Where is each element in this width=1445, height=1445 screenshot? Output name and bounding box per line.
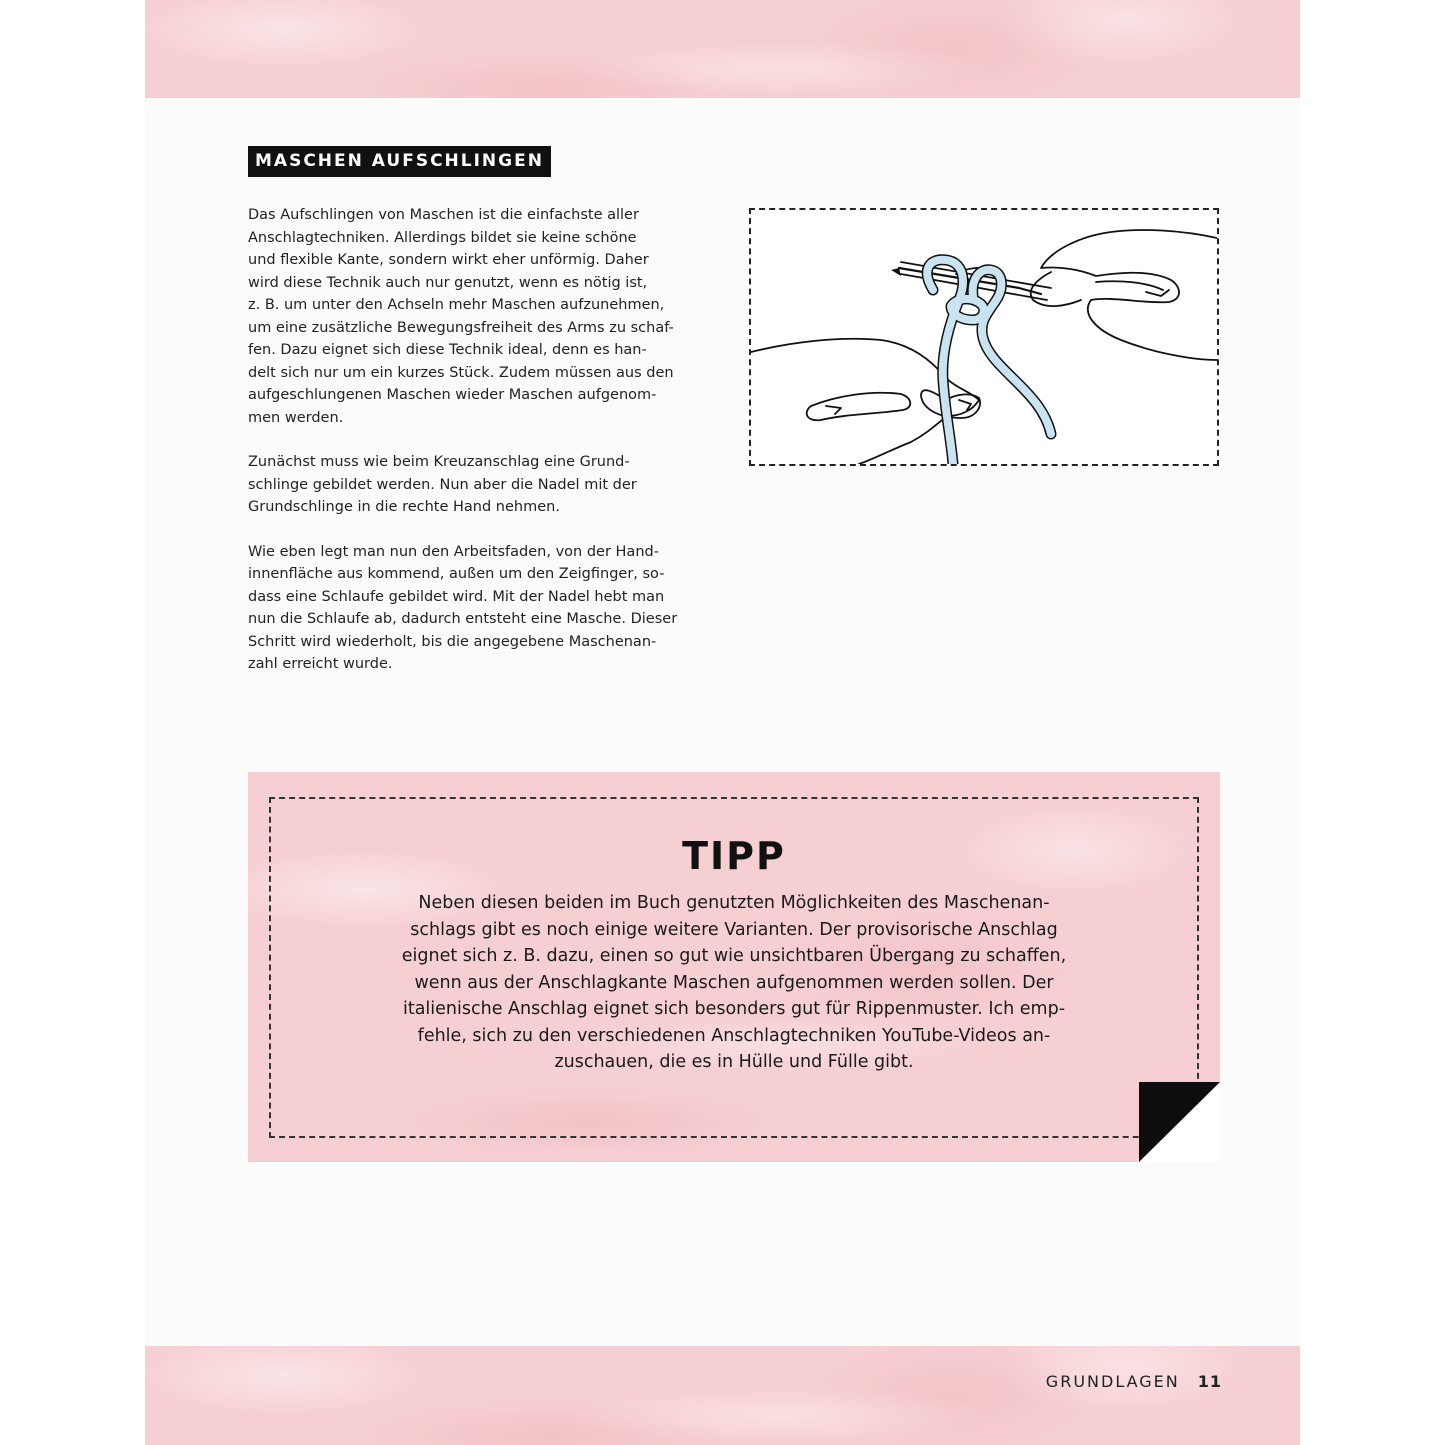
- paragraph-1: Das Aufschlingen von Maschen ist die einfachste aller Anschlagtechniken. Allerdings bildet sie keine schöne und flexible Kante, sondern wirkt eher unförmig. Daher wird diese Technik auch nur genutzt, wenn es nötig ist, z. B. um unter den Achseln mehr Maschen aufzunehmen, um eine zusätzliche Bewegungsfreiheit des Arms zu schaf- fen. Dazu eignet sich diese Technik ideal, denn es han- delt sich nur um ein kurzes Stück. Zudem müssen aus den aufgeschlungenen Maschen wieder Maschen aufgenom- men werden.: [248, 207, 674, 426]
- bottom-decorative-band: [145, 1346, 1300, 1445]
- folded-corner-icon: [1139, 1082, 1220, 1162]
- tip-text: Neben diesen beiden im Buch genutzten Möglichkeiten des Maschenan- schlags gibt es noch einige weitere Varianten. Der provisorische Anschlag eignet sich z. B. dazu, einen so gut wie unsichtbaren Übergang zu schaffen, wenn aus der Anschlagkante Maschen aufgenommen werden sollen. Der italienische Anschlag eignet sich besonders gut für Rippenmuster. Ich emp- fehle, sich zu den verschiedenen Anschlagtechniken YouTube-Videos an- zuschauen, die es in Hülle und Fülle gibt.: [401, 893, 1067, 1072]
- paragraph-3: Wie eben legt man nun den Arbeitsfaden, von der Hand- innenfläche aus kommend, außen um den Zeigfinger, so- dass eine Schlaufe gebildet wird. Mit der Nadel hebt man nun die Schlaufe ab, dadurch entsteht eine Masche. Dieser Schritt wird wiederholt, bis die angegebene Maschenan- zahl erreicht wurde.: [248, 543, 678, 672]
- top-decorative-band: [145, 0, 1300, 98]
- hands-knitting-needle-icon: [751, 210, 1217, 464]
- tip-box: [248, 772, 1220, 1162]
- chapter-label: GRUNDLAGEN: [1045, 1372, 1180, 1391]
- page-number: 11: [1197, 1372, 1222, 1391]
- paragraph-2: Zunächst muss wie beim Kreuzanschlag eine Grund- schlinge gebildet werden. Nun aber die Nadel mit der Grundschlinge in die rechte Hand nehmen.: [248, 454, 637, 515]
- body-text: [248, 204, 723, 698]
- section-heading: MASCHEN AUFSCHLINGEN: [248, 146, 551, 177]
- tip-title: TIPP: [682, 834, 786, 878]
- page-footer: [1000, 1372, 1222, 1391]
- hands-knitting-illustration: [749, 208, 1219, 466]
